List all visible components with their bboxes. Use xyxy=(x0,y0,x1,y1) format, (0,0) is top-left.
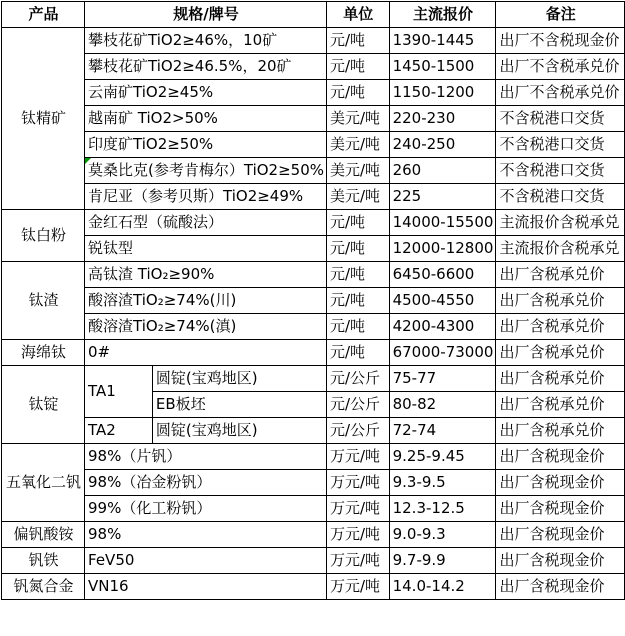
note-cell: 出厂含税现金价 xyxy=(496,522,625,548)
note-cell: 不含税港口交货 xyxy=(496,132,625,158)
note-cell: 出厂含税现金价 xyxy=(496,444,625,470)
unit-cell: 美元/吨 xyxy=(327,158,390,184)
table-row xyxy=(2,262,625,288)
price-cell: 14.0-14.2 xyxy=(389,574,496,600)
table-row xyxy=(2,470,625,496)
column-header-note: 备注 xyxy=(496,2,625,28)
note-cell: 不含税港口交货 xyxy=(496,158,625,184)
unit-cell: 万元/吨 xyxy=(327,548,390,574)
unit-cell: 元/吨 xyxy=(327,80,390,106)
table-row xyxy=(2,496,625,522)
product-cell: 钛渣 xyxy=(2,262,85,340)
unit-cell: 美元/吨 xyxy=(327,106,390,132)
unit-cell: 美元/吨 xyxy=(327,132,390,158)
note-cell: 出厂含税承兑价 xyxy=(496,288,625,314)
product-cell: 钒铁 xyxy=(2,548,85,574)
unit-cell: 万元/吨 xyxy=(327,444,390,470)
grade-cell: TA2 xyxy=(85,418,153,444)
spec-cell: 酸溶渣TiO₂≥74%(滇) xyxy=(85,314,327,340)
unit-cell: 元/吨 xyxy=(327,262,390,288)
table-row xyxy=(2,314,625,340)
note-cell: 出厂含税承兑价 xyxy=(496,314,625,340)
unit-cell: 元/吨 xyxy=(327,236,390,262)
note-cell: 出厂含税现金价 xyxy=(496,496,625,522)
price-cell: 225 xyxy=(389,184,496,210)
price-cell: 9.3-9.5 xyxy=(389,470,496,496)
spec-cell xyxy=(85,158,327,184)
price-cell: 9.0-9.3 xyxy=(389,522,496,548)
spec-cell: 肯尼亚（参考贝斯）TiO2≥49% xyxy=(85,184,327,210)
form-cell: EB板坯 xyxy=(152,392,326,418)
price-cell: 240-250 xyxy=(389,132,496,158)
table-row xyxy=(2,184,625,210)
spec-cell: 攀枝花矿TiO2≥46%，10矿 xyxy=(85,28,327,54)
unit-cell: 元/吨 xyxy=(327,314,390,340)
spec-cell: 98% xyxy=(85,522,327,548)
spec-cell: 锐钛型 xyxy=(85,236,327,262)
unit-cell: 元/吨 xyxy=(327,54,390,80)
price-table xyxy=(1,1,625,600)
product-cell: 五氧化二钒 xyxy=(2,444,85,522)
table-row xyxy=(2,288,625,314)
unit-cell: 元/公斤 xyxy=(327,366,390,392)
column-header-product: 产品 xyxy=(2,2,85,28)
unit-cell: 元/吨 xyxy=(327,210,390,236)
product-cell: 钒氮合金 xyxy=(2,574,85,600)
price-cell: 72-74 xyxy=(389,418,496,444)
table-row xyxy=(2,236,625,262)
note-cell: 出厂含税承兑价 xyxy=(496,366,625,392)
note-cell: 不含税港口交货 xyxy=(496,184,625,210)
spec-cell: 99%（化工粉钒） xyxy=(85,496,327,522)
spec-cell: 印度矿TiO2≥50% xyxy=(85,132,327,158)
price-cell: 1150-1200 xyxy=(389,80,496,106)
table-row xyxy=(2,54,625,80)
price-cell: 220-230 xyxy=(389,106,496,132)
price-cell: 260 xyxy=(389,158,496,184)
spec-cell: 0# xyxy=(85,340,327,366)
table-row xyxy=(2,28,625,54)
spec-cell: 酸溶渣TiO₂≥74%(川) xyxy=(85,288,327,314)
unit-cell: 万元/吨 xyxy=(327,574,390,600)
spec-cell: 越南矿 TiO2>50% xyxy=(85,106,327,132)
grade-cell: TA1 xyxy=(85,366,153,418)
table-row xyxy=(2,210,625,236)
column-header-price: 主流报价 xyxy=(389,2,496,28)
spec-cell: FeV50 xyxy=(85,548,327,574)
note-cell: 出厂含税现金价 xyxy=(496,574,625,600)
unit-cell: 万元/吨 xyxy=(327,496,390,522)
unit-cell: 元/公斤 xyxy=(327,392,390,418)
unit-cell: 万元/吨 xyxy=(327,522,390,548)
note-cell: 出厂含税承兑价 xyxy=(496,392,625,418)
note-cell: 出厂含税承兑价 xyxy=(496,262,625,288)
spec-cell: 98%（片钒） xyxy=(85,444,327,470)
spec-text: 莫桑比克(参考肯梅尔）TiO2≥50% xyxy=(88,161,324,179)
note-cell: 出厂含税现金价 xyxy=(496,548,625,574)
note-cell: 不含税港口交货 xyxy=(496,106,625,132)
note-cell: 出厂不含税现金价 xyxy=(496,28,625,54)
note-cell: 出厂含税现金价 xyxy=(496,470,625,496)
spec-cell: 金红石型（硫酸法） xyxy=(85,210,327,236)
table-row xyxy=(2,574,625,600)
cell-comment-marker-icon xyxy=(85,158,91,164)
price-cell: 9.7-9.9 xyxy=(389,548,496,574)
price-cell: 14000-15500 xyxy=(389,210,496,236)
unit-cell: 元/吨 xyxy=(327,288,390,314)
note-cell: 主流报价含税承兑 xyxy=(496,236,625,262)
price-cell: 12000-12800 xyxy=(389,236,496,262)
price-cell: 12.3-12.5 xyxy=(389,496,496,522)
price-cell: 67000-73000 xyxy=(389,340,496,366)
spec-cell: 98%（冶金粉钒） xyxy=(85,470,327,496)
table-row xyxy=(2,158,625,184)
spec-cell: 云南矿TiO2≥45% xyxy=(85,80,327,106)
product-cell: 钛精矿 xyxy=(2,28,85,210)
note-cell: 出厂含税承兑价 xyxy=(496,340,625,366)
table-row xyxy=(2,418,625,444)
product-cell: 钛白粉 xyxy=(2,210,85,262)
column-header-unit: 单位 xyxy=(327,2,390,28)
table-row xyxy=(2,548,625,574)
product-cell: 偏钒酸铵 xyxy=(2,522,85,548)
unit-cell: 万元/吨 xyxy=(327,470,390,496)
note-cell: 出厂不含税承兑价 xyxy=(496,80,625,106)
unit-cell: 元/吨 xyxy=(327,28,390,54)
table-row xyxy=(2,80,625,106)
table-row xyxy=(2,106,625,132)
spec-cell: VN16 xyxy=(85,574,327,600)
note-cell: 出厂含税承兑价 xyxy=(496,418,625,444)
table-row xyxy=(2,366,625,392)
note-cell: 出厂不含税承兑价 xyxy=(496,54,625,80)
form-cell: 圆锭(宝鸡地区) xyxy=(152,366,326,392)
price-cell: 1390-1445 xyxy=(389,28,496,54)
price-cell: 9.25-9.45 xyxy=(389,444,496,470)
product-cell: 海绵钛 xyxy=(2,340,85,366)
unit-cell: 元/公斤 xyxy=(327,418,390,444)
price-cell: 4200-4300 xyxy=(389,314,496,340)
header-row xyxy=(2,2,625,28)
table-row xyxy=(2,444,625,470)
unit-cell: 美元/吨 xyxy=(327,184,390,210)
table-row xyxy=(2,340,625,366)
spec-cell: 攀枝花矿TiO2≥46.5%，20矿 xyxy=(85,54,327,80)
table-row xyxy=(2,522,625,548)
spec-cell: 高钛渣 TiO₂≥90% xyxy=(85,262,327,288)
price-cell: 4500-4550 xyxy=(389,288,496,314)
product-cell: 钛锭 xyxy=(2,366,85,444)
column-header-spec: 规格/牌号 xyxy=(85,2,327,28)
price-cell: 6450-6600 xyxy=(389,262,496,288)
form-cell: 圆锭(宝鸡地区) xyxy=(152,418,326,444)
unit-cell: 元/吨 xyxy=(327,340,390,366)
note-cell: 主流报价含税承兑 xyxy=(496,210,625,236)
table-row xyxy=(2,132,625,158)
price-cell: 80-82 xyxy=(389,392,496,418)
price-cell: 75-77 xyxy=(389,366,496,392)
price-cell: 1450-1500 xyxy=(389,54,496,80)
